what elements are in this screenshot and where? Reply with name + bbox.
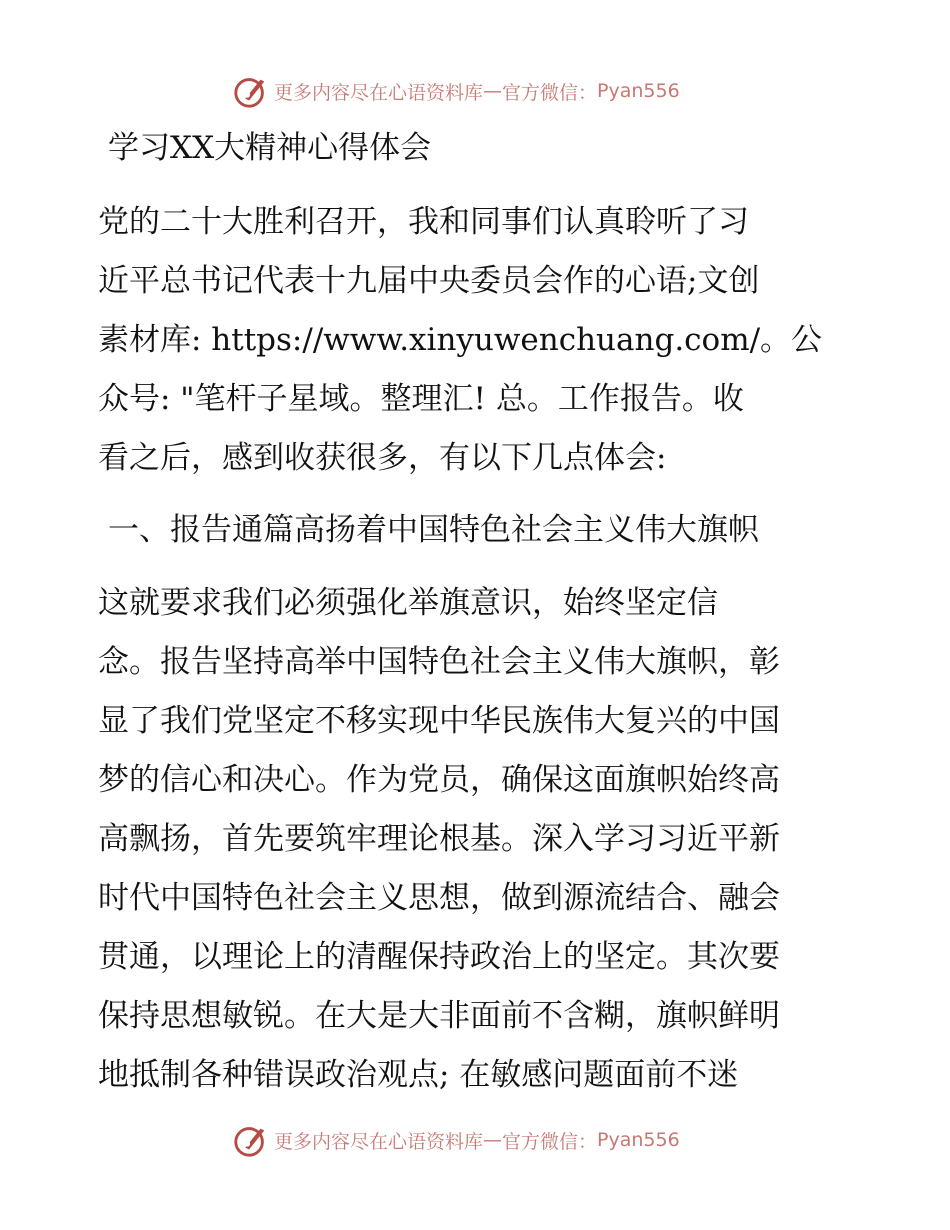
paragraph-line: 保持思想敏锐。在大是大非面前不含糊，旗帜鲜明 (98, 998, 780, 1034)
watermark-wechat-label: 官方微信： (502, 1130, 598, 1153)
paragraph-line: 这就要求我们必须强化举旗意识，始终坚定信 (98, 585, 718, 621)
watermark-wechat-label: 官方微信： (502, 81, 598, 104)
paragraph-line: 素材库: https://www.xinyuwenchuang.com/。公 (98, 322, 823, 358)
paragraph-line: 众号: "笔杆子星域。整理汇! 总。工作报告。收 (98, 381, 744, 417)
quill-logo-icon (232, 72, 270, 110)
header-watermark (232, 71, 680, 111)
watermark-separator: — (483, 80, 503, 102)
paragraph-line: 贯通，以理论上的清醒保持政治上的坚定。其次要 (98, 939, 780, 975)
paragraph-line: 梦的信心和决心。作为党员，确保这面旗帜始终高 (98, 762, 780, 798)
watermark-separator: — (483, 1129, 503, 1151)
paragraph-line: 地抵制各种错误政治观点; 在敏感问题面前不迷 (98, 1057, 739, 1093)
paragraph-line: 党的二十大胜利召开，我和同事们认真聆听了习 (98, 204, 749, 240)
quill-logo-icon (232, 1121, 270, 1159)
section-heading-1: 一、报告通篇高扬着中国特色社会主义伟大旗帜 (108, 512, 759, 548)
footer-watermark (232, 1120, 680, 1160)
paragraph-line: 时代中国特色社会主义思想，做到源流结合、融会 (98, 880, 780, 916)
paragraph-line: 近平总书记代表十九届中央委员会作的心语;文创 (98, 263, 760, 299)
watermark-wechat-id: Pyan556 (597, 1129, 680, 1151)
watermark-text: 更多内容尽在心语资料库 (274, 81, 484, 104)
paragraph-line: 念。报告坚持高举中国特色社会主义伟大旗帜，彰 (98, 644, 780, 680)
paragraph-line: 显了我们党坚定不移实现中华民族伟大复兴的中国 (98, 703, 780, 739)
paragraph-line: 看之后，感到收获很多，有以下几点体会: (98, 440, 667, 476)
watermark-wechat-id: Pyan556 (597, 80, 680, 102)
paragraph-line: 高飘扬，首先要筑牢理论根基。深入学习习近平新 (98, 821, 780, 857)
paragraph-intro (98, 193, 858, 488)
document-title: 学习XX大精神心得体会 (108, 130, 432, 166)
watermark-text: 更多内容尽在心语资料库 (274, 1130, 484, 1153)
paragraph-section-1 (98, 574, 858, 1105)
